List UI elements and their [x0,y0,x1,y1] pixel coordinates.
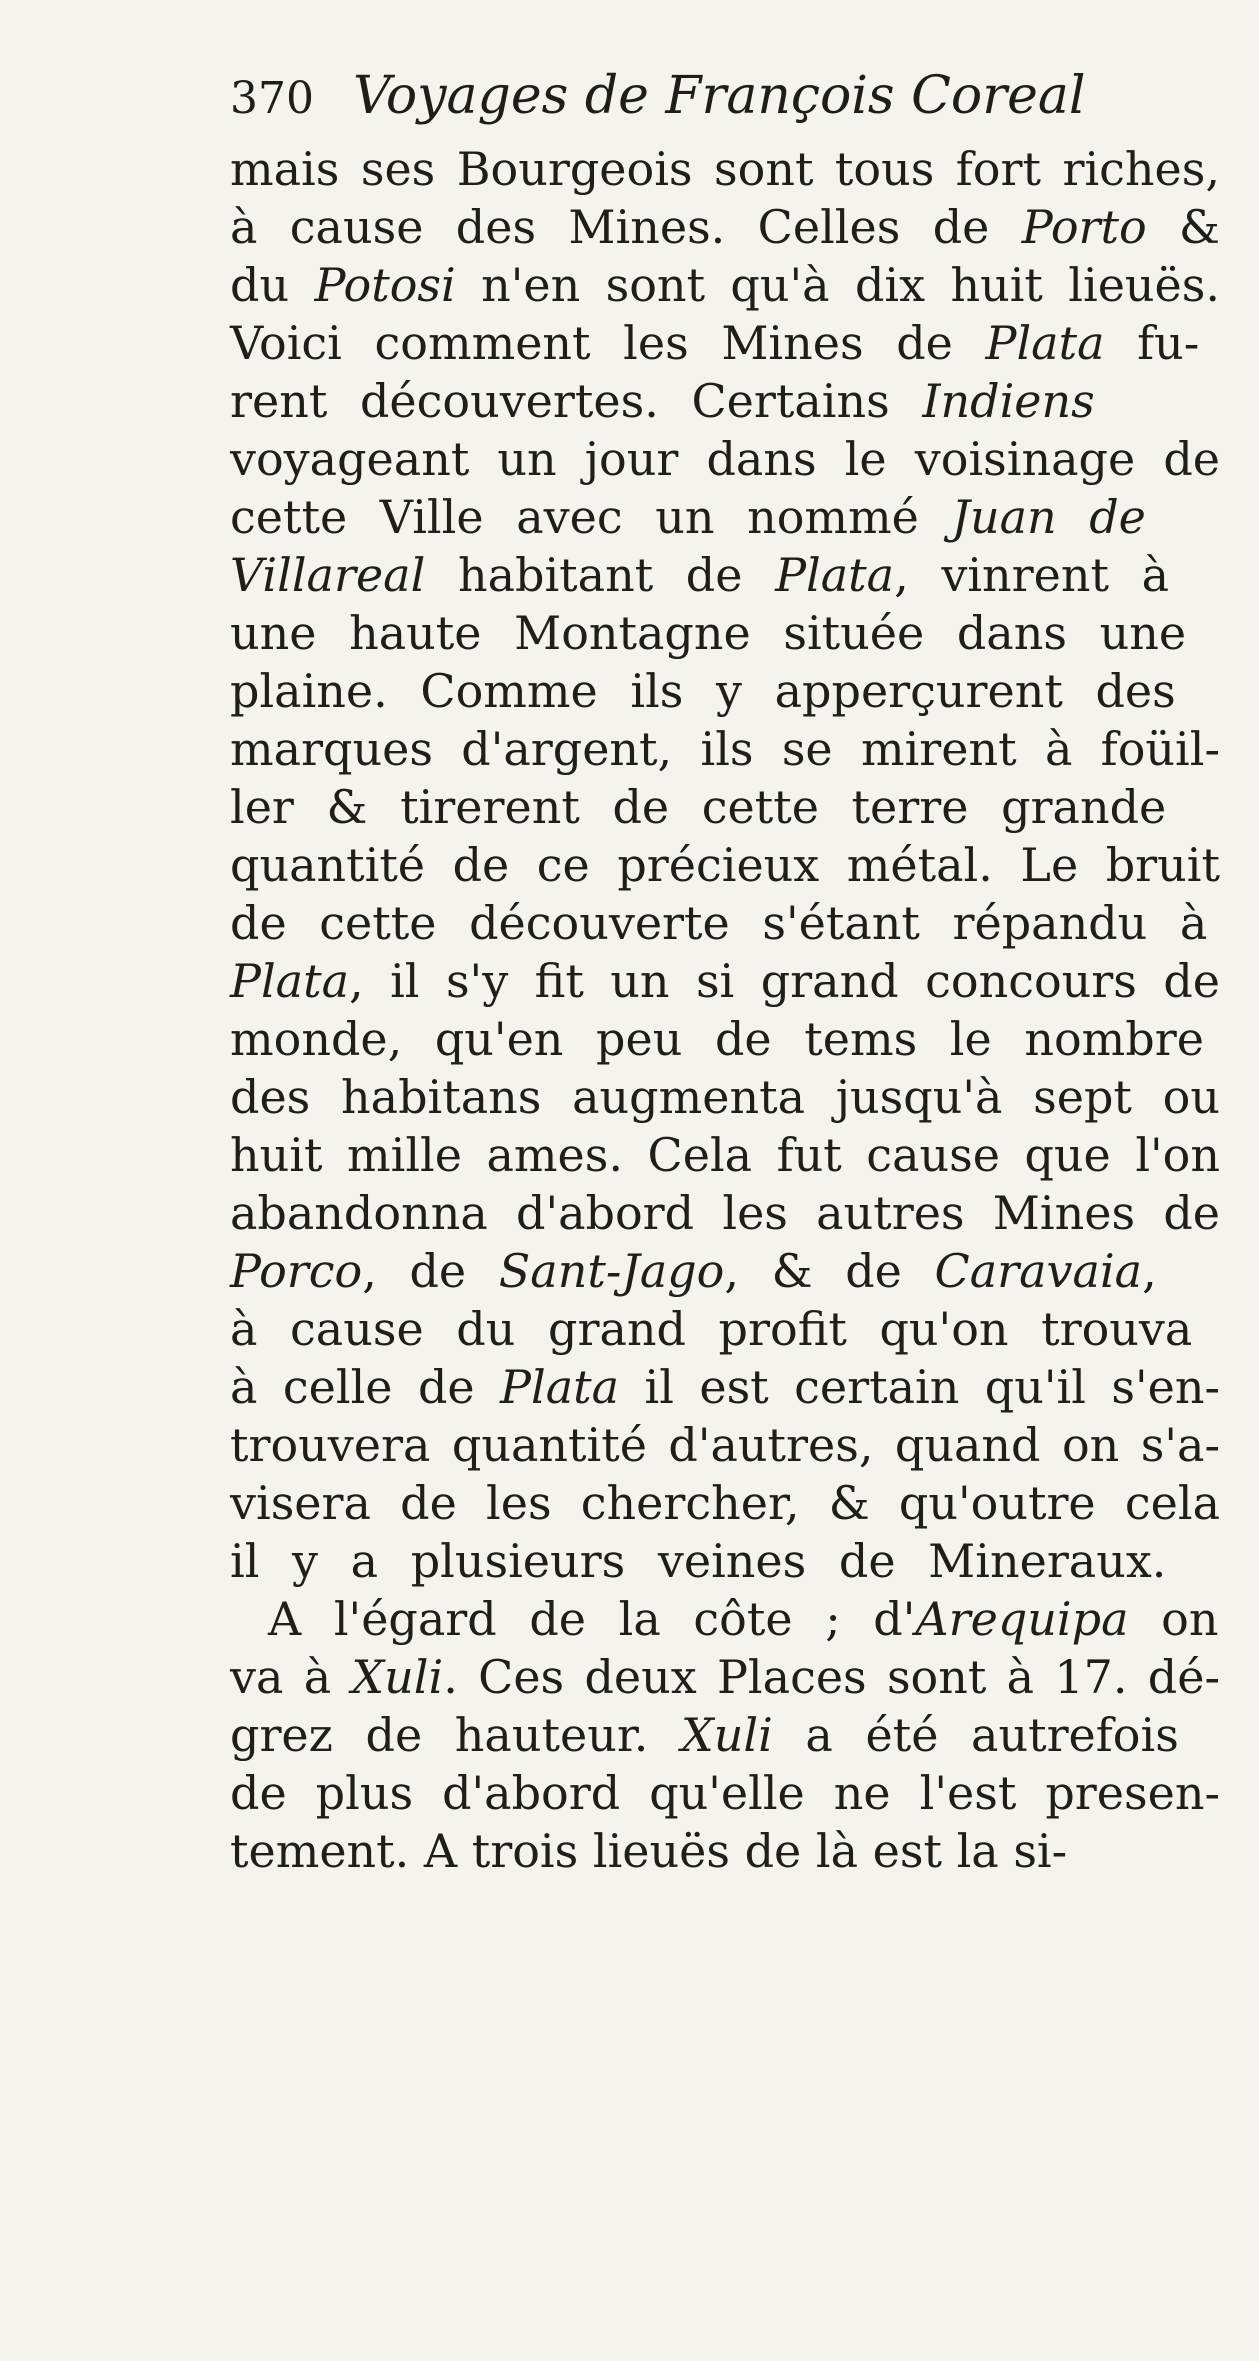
text-segment: on [1128,1592,1219,1646]
text-segment: , il s'y fit un si grand concours de [349,954,1220,1008]
text-segment: du [230,258,315,312]
text-segment: monde, qu'en peu de tems le nombre [230,1012,1204,1066]
text-segment: abandonna d'abord les autres Mines de [230,1186,1220,1240]
text-line [230,894,1220,952]
text-line [230,1300,1220,1358]
text-line [230,952,1220,1010]
text-line [230,430,1220,488]
italic-text: Plata [985,316,1105,370]
text-segment: il est certain qu'il s'en- [619,1360,1220,1414]
text-segment: à celle de [230,1360,501,1414]
text-line [230,720,1220,778]
text-line [230,314,1220,372]
text-line [230,198,1220,256]
text-segment: marques d'argent, ils se mirent à foüil- [230,722,1220,776]
text-line [230,1184,1220,1242]
text-segment: tement. A trois lieuës de là est la si- [230,1824,1068,1878]
text-segment: a été autrefois [772,1708,1179,1762]
text-segment: trouvera quantité d'autres, quand on s'a- [230,1418,1220,1472]
text-line [230,140,1220,198]
text-line [230,662,1220,720]
text-segment: fu- [1104,316,1200,370]
text-line [230,1358,1220,1416]
text-segment: ler & tirerent de cette terre grande [230,780,1167,834]
text-segment: huit mille ames. Cela fut cause que l'on [230,1128,1220,1182]
text-segment: A l'égard de la côte ; d' [268,1592,916,1646]
text-line [230,1706,1220,1764]
text-segment: rent découvertes. Certains [230,374,923,428]
text-segment: plaine. Comme ils y apperçurent des [230,664,1176,718]
text-segment: , [1142,1244,1157,1298]
italic-text: Plata [500,1360,620,1414]
italic-text: Plata [230,954,349,1008]
text-line [230,604,1220,662]
text-line [230,488,1220,546]
italic-text: Porto [1021,200,1147,254]
text-segment: . Ces deux Places sont à 17. dé- [443,1650,1220,1704]
text-segment: visera de les chercher, & qu'outre cela [230,1476,1220,1530]
text-segment: cette Ville avec un nommé [230,490,952,544]
text-segment: , vinrent à [894,548,1170,602]
text-segment: de plus d'abord qu'elle ne l'est presen- [230,1766,1220,1820]
text-segment: des habitans augmenta jusqu'à sept ou [230,1070,1220,1124]
text-line [230,778,1220,836]
text-segment: n'en sont qu'à dix huit lieuës. [455,258,1220,312]
text-segment: une haute Montagne située dans une [230,606,1187,660]
italic-text: Caravaia [934,1244,1143,1298]
text-line [230,1764,1220,1822]
page-number: 370 [230,73,314,124]
text-line [230,1822,1220,1880]
italic-text: Xuli [351,1650,444,1704]
text-segment: à cause du grand profit qu'on trouva [230,1302,1193,1356]
text-line [230,1590,1220,1648]
text-segment: voyageant un jour dans le voisinage de [230,432,1220,486]
text-segment: , & de [724,1244,935,1298]
italic-text: Xuli [681,1708,773,1762]
italic-text: Juan de [951,490,1146,544]
text-line [230,1416,1220,1474]
text-segment: Voici comment les Mines de [230,316,986,370]
text-segment: & [1146,200,1220,254]
italic-text: Porco [230,1244,363,1298]
page-header [230,66,1230,136]
text-segment: , de [362,1244,499,1298]
italic-text: Sant-Jago [498,1244,725,1298]
text-line [230,1648,1220,1706]
italic-text: Arequipa [915,1592,1129,1646]
text-segment: à cause des Mines. Celles de [230,200,1022,254]
italic-text: Indiens [922,374,1095,428]
text-line [230,1126,1220,1184]
text-segment: de cette découverte s'étant répandu à [230,896,1208,950]
text-segment: mais ses Bourgeois sont tous fort riches, [230,142,1220,196]
text-line [230,1010,1220,1068]
text-segment: habitant de [425,548,776,602]
text-segment: va à [230,1650,352,1704]
text-segment: grez de hauteur. [230,1708,681,1762]
running-title: Voyages de François Coreal [353,66,1086,126]
text-segment: il y a plusieurs veines de Mineraux. [230,1534,1167,1588]
text-line [230,1532,1220,1590]
italic-text: Potosi [314,258,456,312]
text-line [230,1242,1220,1300]
text-segment: quantité de ce précieux métal. Le bruit [230,838,1220,892]
text-line [230,546,1220,604]
text-line [230,372,1220,430]
text-line [230,1068,1220,1126]
text-line [230,836,1220,894]
text-line [230,1474,1220,1532]
italic-text: Villareal [230,548,426,602]
body-text [230,140,1220,1880]
italic-text: Plata [775,548,895,602]
text-line [230,256,1220,314]
